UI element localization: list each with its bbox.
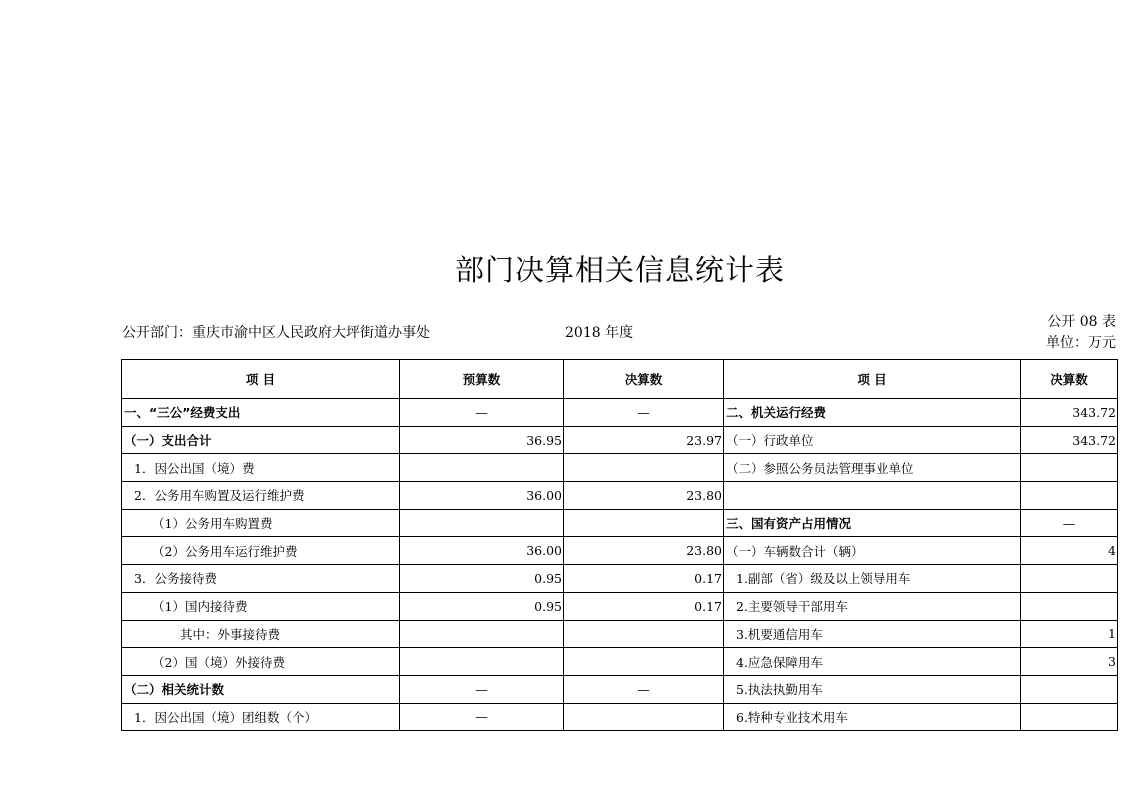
table-row xyxy=(122,482,1118,510)
budget-cell xyxy=(400,620,564,648)
right-final-cell: 343.72 xyxy=(1021,426,1118,454)
right-row-label: 6.特种专业技术用车 xyxy=(724,703,1021,731)
budget-cell xyxy=(400,454,564,482)
right-final-cell xyxy=(1021,454,1118,482)
right-row-label: （二）参照公务员法管理事业单位 xyxy=(724,454,1021,482)
final-cell: 0.17 xyxy=(564,592,724,620)
budget-cell: 0.95 xyxy=(400,592,564,620)
row-label: 2．公务用车购置及运行维护费 xyxy=(122,482,400,510)
table-row xyxy=(122,509,1118,537)
budget-cell: 36.00 xyxy=(400,482,564,510)
row-label: 一、“三公”经费支出 xyxy=(122,399,400,427)
row-label: 其中：外事接待费 xyxy=(122,620,400,648)
final-cell xyxy=(564,620,724,648)
budget-cell: — xyxy=(400,675,564,703)
table-row xyxy=(122,675,1118,703)
table-row xyxy=(122,703,1118,731)
header-final-right: 决算数 xyxy=(1021,360,1118,399)
row-label: 3．公务接待费 xyxy=(122,565,400,593)
right-final-cell xyxy=(1021,703,1118,731)
final-cell: 23.97 xyxy=(564,426,724,454)
right-final-cell xyxy=(1021,565,1118,593)
final-cell xyxy=(564,454,724,482)
header-item: 项 目 xyxy=(122,360,400,399)
right-final-cell xyxy=(1021,592,1118,620)
header-final: 决算数 xyxy=(564,360,724,399)
row-label: （2）公务用车运行维护费 xyxy=(122,537,400,565)
row-label: 1．因公出国（境）费 xyxy=(122,454,400,482)
year-label: 2018 年度 xyxy=(565,325,634,341)
row-label: （2）国（境）外接待费 xyxy=(122,648,400,676)
final-cell: 0.17 xyxy=(564,565,724,593)
statistics-table xyxy=(121,359,1118,731)
department-label: 公开部门：重庆市渝中区人民政府大坪街道办事处 xyxy=(122,325,430,341)
table-row xyxy=(122,592,1118,620)
table-row xyxy=(122,648,1118,676)
budget-cell: 36.00 xyxy=(400,537,564,565)
final-cell xyxy=(564,703,724,731)
row-label: （二）相关统计数 xyxy=(122,675,400,703)
header-item-right: 项 目 xyxy=(724,360,1021,399)
right-row-label xyxy=(724,482,1021,510)
right-final-cell: 3 xyxy=(1021,648,1118,676)
unit-label: 单位：万元 xyxy=(1046,335,1116,351)
right-final-cell: 1 xyxy=(1021,620,1118,648)
right-row-label: （一）车辆数合计（辆） xyxy=(724,537,1021,565)
right-final-cell xyxy=(1021,675,1118,703)
right-final-cell: 4 xyxy=(1021,537,1118,565)
right-final-cell: 343.72 xyxy=(1021,399,1118,427)
table-row xyxy=(122,399,1118,427)
row-label: （1）公务用车购置费 xyxy=(122,509,400,537)
page-title: 部门决算相关信息统计表 xyxy=(454,253,785,287)
row-label: （1）国内接待费 xyxy=(122,592,400,620)
table-row xyxy=(122,537,1118,565)
final-cell: 23.80 xyxy=(564,537,724,565)
table-row xyxy=(122,620,1118,648)
right-row-label: 2.主要领导干部用车 xyxy=(724,592,1021,620)
right-row-label: 3.机要通信用车 xyxy=(724,620,1021,648)
table-row xyxy=(122,565,1118,593)
final-cell xyxy=(564,509,724,537)
budget-cell: — xyxy=(400,399,564,427)
right-row-label: 1.副部（省）级及以上领导用车 xyxy=(724,565,1021,593)
final-cell: — xyxy=(564,399,724,427)
right-row-label: 5.执法执勤用车 xyxy=(724,675,1021,703)
budget-cell xyxy=(400,648,564,676)
table-row xyxy=(122,426,1118,454)
budget-cell: 0.95 xyxy=(400,565,564,593)
right-row-label: 三、国有资产占用情况 xyxy=(724,509,1021,537)
right-row-label: 4.应急保障用车 xyxy=(724,648,1021,676)
form-meta xyxy=(1046,312,1116,354)
right-row-label: 二、机关运行经费 xyxy=(724,399,1021,427)
table-row xyxy=(122,454,1118,482)
row-label: （一）支出合计 xyxy=(122,426,400,454)
right-row-label: （一）行政单位 xyxy=(724,426,1021,454)
budget-cell: 36.95 xyxy=(400,426,564,454)
budget-cell xyxy=(400,509,564,537)
budget-cell: — xyxy=(400,703,564,731)
row-label: 1．因公出国（境）团组数（个） xyxy=(122,703,400,731)
final-cell: — xyxy=(564,675,724,703)
header-budget: 预算数 xyxy=(400,360,564,399)
right-final-cell xyxy=(1021,482,1118,510)
final-cell xyxy=(564,648,724,676)
right-final-cell: — xyxy=(1021,509,1118,537)
form-number: 公开 08 表 xyxy=(1047,314,1116,330)
table-header-row xyxy=(122,360,1118,399)
final-cell: 23.80 xyxy=(564,482,724,510)
